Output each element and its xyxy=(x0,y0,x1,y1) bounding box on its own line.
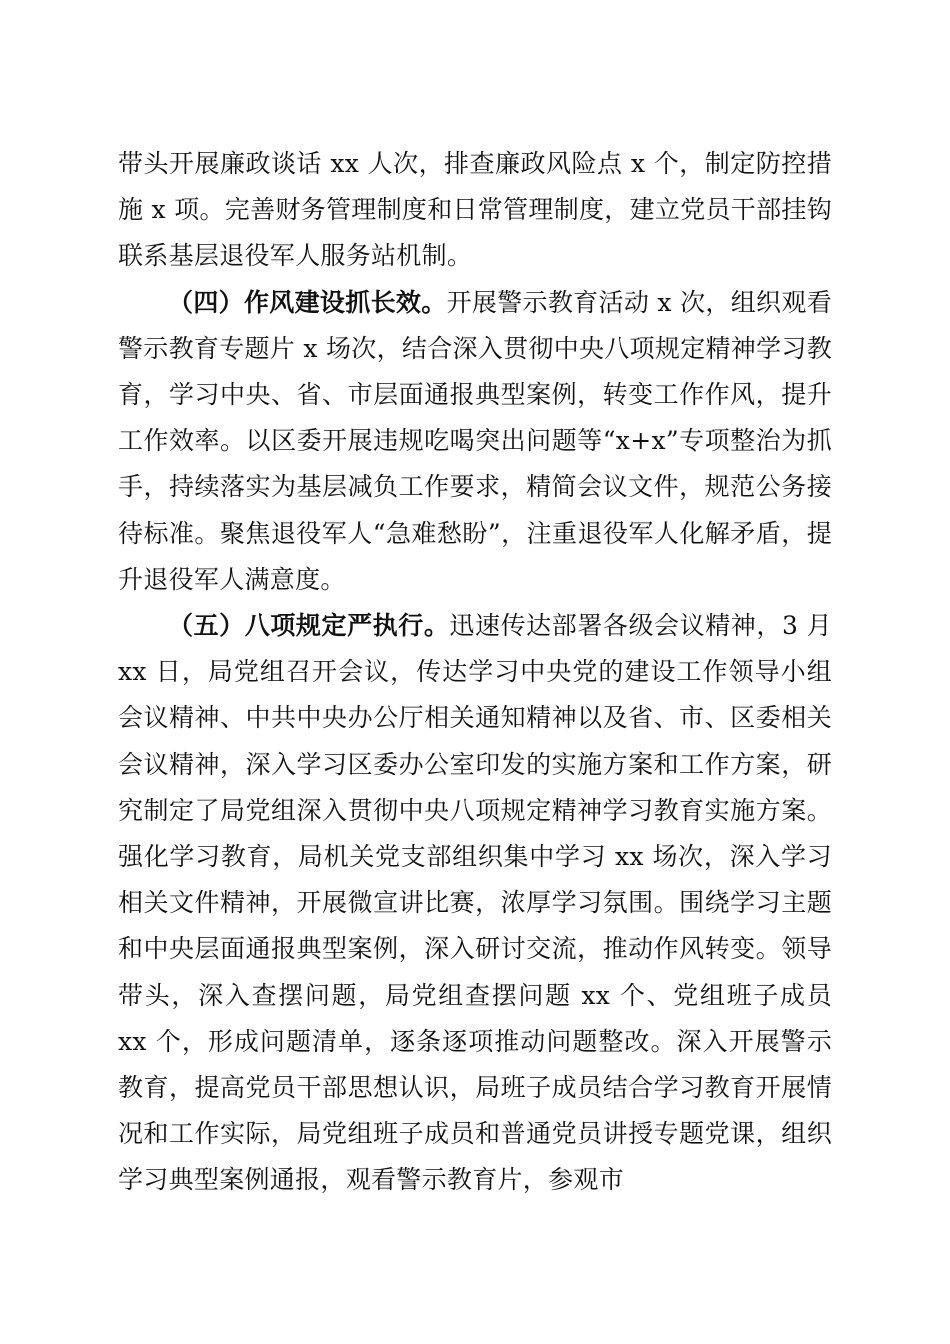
paragraph-section-5 xyxy=(118,603,832,1204)
paragraph-continued xyxy=(118,141,832,280)
section-heading: （五）八项规定严执行。 xyxy=(168,611,450,641)
document-body xyxy=(118,141,832,1204)
section-heading: （四）作风建设抓长效。 xyxy=(168,287,447,317)
paragraph-text: 开展警示教育活动 x 次，组织观看警示教育专题片 x 场次，结合深入贯彻中央八项规定精神学习教育，学习中央、省、市层面通报典型案例，转变工作作风，提升工作效率。以区委开展违规吃喝突出问题等“x+x”专项整治为抓手，持续落实为基层减负工作要求，精简会议文件，规范公务接待标准。聚焦退役军人“急难愁盼”，注重退役军人化解矛盾，提升退役军人满意度。 xyxy=(118,287,832,594)
paragraph-text: 带头开展廉政谈话 xx 人次，排查廉政风险点 x 个，制定防控措施 x 项。完善财务管理制度和日常管理制度，建立党员干部挂钩联系基层退役军人服务站机制。 xyxy=(118,149,832,271)
paragraph-text: 迅速传达部署各级会议精神，3 月 xx 日，局党组召开会议，传达学习中央党的建设工作领导小组会议精神、中共中央办公厅相关通知精神以及省、市、区委相关会议精神，深入学习区委办公室印发的实施方案和工作方案，研究制定了局党组深入贯彻中央八项规定精神学习教育实施方案。强化学习教育，局机关党支部组织集中学习 xx 场次，深入学习相关文件精神，开展微宣讲比赛，浓厚学习氛围。围绕学习主题和中央层面通报典型案例，深入研讨交流，推动作风转变。领导带头，深入查摆问题，局党组查摆问题 xx 个、党组班子成员 xx 个，形成问题清单，逐条逐项推动问题整改。深入开展警示教育，提高党员干部思想认识，局班子成员结合学习教育开展情况和工作实际，局党组班子成员和普通党员讲授专题党课，组织学习典型案例通报，观看警示教育片，参观市 xyxy=(118,611,832,1195)
paragraph-section-4 xyxy=(118,280,832,603)
